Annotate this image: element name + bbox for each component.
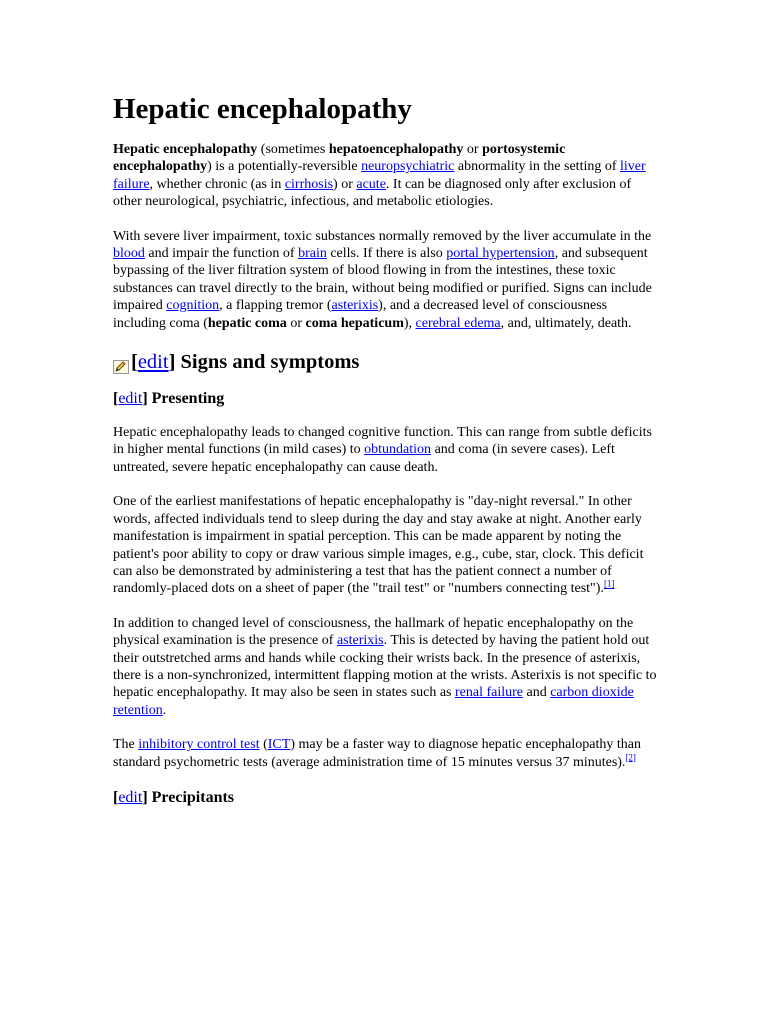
presenting-paragraph-2: One of the earliest manifestations of hepatic encephalopathy is "day-night reversal." In other words, affected individuals tend to sleep during the day and stay awake at night. Another early manifestation is impairment in spatial perception. This can be made apparent by noting the patient's poor ability to copy or draw various simple images, e.g., cube, star, clock. This deficit can also be demonstrated by administering a test that has the patient connect a number of randomly-placed dots on a sheet of paper (the "trail test" or "numbers connecting test").[1] xyxy=(113,494,644,597)
page-title: Hepatic encephalopathy xyxy=(113,93,412,125)
section-title-presenting: Presenting xyxy=(147,390,225,408)
link-cerebral-edema[interactable]: cerebral edema xyxy=(415,315,501,331)
link-cirrhosis[interactable]: cirrhosis xyxy=(284,176,334,192)
link-acute[interactable]: acute xyxy=(356,176,386,192)
reference-link-1[interactable]: [1] xyxy=(603,578,615,589)
link-obtundation[interactable]: obtundation xyxy=(364,442,432,458)
section-title-signs-and-symptoms: Signs and symptoms xyxy=(175,351,360,374)
link-carbon-dioxide-retention[interactable]: carbon dioxide retention xyxy=(113,685,634,718)
presenting-paragraph-3: In addition to changed level of consciousness, the hallmark of hepatic encephalopathy on the physical examination is the presence of asterixis. This is detected by having the patient hold out their outstretched arms and hands while cocking their wrists back. In the presence of asterixis, there is a non-synchronized, intermittent flapping motion at the wrists. Asterixis is not specific to hepatic encephalopathy. It may also be seen in states such as renal failure and carbon dioxide retention. xyxy=(113,615,657,718)
intro-paragraph-1: Hepatic encephalopathy (sometimes hepatoencephalopathy or portosystemic encephalopathy) is a potentially-reversible neuropsychiatric abnormality in the setting of liver failure, whether chronic (as in cirrhosis) or acute. It can be diagnosed only after exclusion of other neurological, psychiatric, infectious, and metabolic etiologies. xyxy=(113,142,646,210)
edit-link-presenting[interactable]: edit xyxy=(118,390,143,408)
link-inhibitory-control-test[interactable]: inhibitory control test xyxy=(138,737,260,753)
link-neuropsychiatric[interactable]: neuropsychiatric xyxy=(361,159,455,175)
section-heading-precipitants: [edit] Precipitants xyxy=(113,788,235,806)
link-asterixis[interactable]: asterixis xyxy=(331,298,379,314)
link-liver-failure[interactable]: liver failure xyxy=(113,159,646,192)
section-heading-signs-and-symptoms: [ edit ] Signs and symptoms xyxy=(113,349,658,375)
link-asterixis-2[interactable]: asterixis xyxy=(336,633,384,649)
edit-link-precipitants[interactable]: edit xyxy=(118,788,143,806)
link-ict[interactable]: ICT xyxy=(267,737,291,753)
article-content xyxy=(113,92,658,823)
edit-link-signs-and-symptoms[interactable]: edit xyxy=(137,351,169,374)
link-renal-failure[interactable]: renal failure xyxy=(454,685,523,701)
intro-paragraph-2: With severe liver impairment, toxic substances normally removed by the liver accumulate in the blood and impair the function of brain cells. If there is also portal hypertension, and subsequent bypassing of the liver filtration system of blood flowing in from the intestines, these toxic substances can travel directly to the brain, without being modified or purified. Signs can include impaired cognition, a flapping tremor (asterixis), and a decreased level of consciousness including coma (hepatic coma or coma hepaticum), cerebral edema, and, ultimately, death. xyxy=(113,228,652,331)
reference-link-2[interactable]: [2] xyxy=(625,751,636,762)
link-brain[interactable]: brain xyxy=(298,246,327,262)
presenting-paragraph-1: Hepatic encephalopathy leads to changed cognitive function. This can range from subtle deficits in higher mental functions (in mild cases) to obtundation and coma (in severe cases). Left untreated, severe hepatic encephalopathy can cause death. xyxy=(113,425,652,475)
link-portal-hypertension[interactable]: portal hypertension xyxy=(446,246,555,262)
link-blood[interactable]: blood xyxy=(113,246,145,262)
link-cognition[interactable]: cognition xyxy=(166,298,220,314)
pencil-icon[interactable] xyxy=(113,355,129,369)
section-title-precipitants: Precipitants xyxy=(147,788,235,806)
section-heading-presenting: [edit] Presenting xyxy=(113,390,225,408)
presenting-paragraph-4: The inhibitory control test (ICT) may be a faster way to diagnose hepatic encephalopathy than standard psychometric tests (average administration time of 15 minutes versus 37 minutes).[2] xyxy=(113,737,641,770)
